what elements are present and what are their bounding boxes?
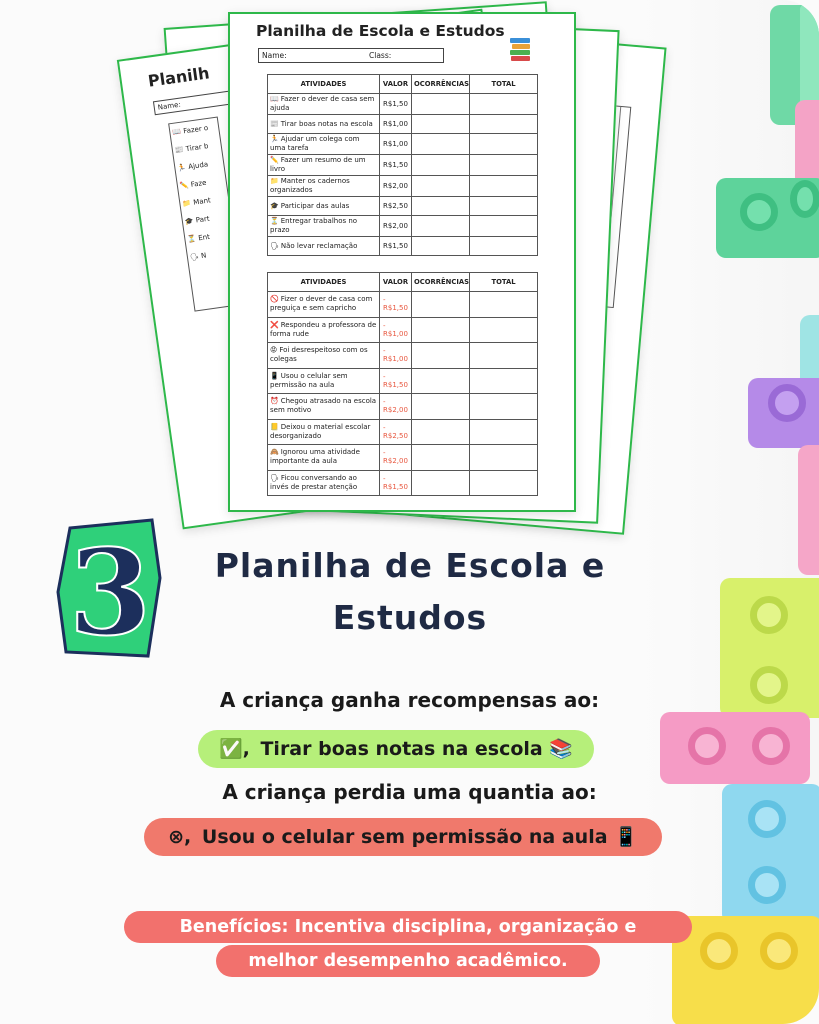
activity-icon: 🏃 bbox=[270, 135, 279, 143]
total-cell[interactable] bbox=[470, 394, 538, 420]
total-cell[interactable] bbox=[470, 368, 538, 394]
activity-cell: 📁 Manter os cadernos organizados bbox=[268, 176, 380, 197]
occurrences-cell[interactable] bbox=[412, 394, 470, 420]
total-cell[interactable] bbox=[470, 216, 538, 237]
value-cell: -R$1,50 bbox=[380, 292, 412, 318]
activity-icon: 🚫 bbox=[270, 295, 279, 304]
col-occurrences: OCORRÊNCIAS bbox=[412, 273, 470, 292]
table-row bbox=[268, 292, 538, 318]
occurrences-cell[interactable] bbox=[412, 470, 470, 496]
col-activities: ATIVIDADES bbox=[268, 273, 380, 292]
activity-cell: 📖 Fazer o dever de casa sem ajuda bbox=[268, 94, 380, 115]
activity-cell: ⏰ Chegou atrasado na escola sem motivo bbox=[268, 394, 380, 420]
cross-icon: ⊗, bbox=[168, 826, 192, 848]
page-title bbox=[190, 540, 630, 644]
table-row bbox=[268, 134, 538, 155]
activity-cell: ⏳ Entregar trabalhos no prazo bbox=[268, 216, 380, 237]
value-cell: -R$1,00 bbox=[380, 343, 412, 369]
table-row bbox=[268, 445, 538, 471]
lose-item-text: Usou o celular sem permissão na aula bbox=[201, 826, 608, 848]
page-title-line-2: Estudos bbox=[332, 598, 488, 637]
value-cell: -R$1,50 bbox=[380, 470, 412, 496]
total-cell[interactable] bbox=[470, 237, 538, 256]
activity-cell: 🏃 Ajudar um colega com uma tarefa bbox=[268, 134, 380, 155]
col-total: TOTAL bbox=[470, 75, 538, 94]
activity-cell: 📒 Deixou o material escolar desorganizado bbox=[268, 419, 380, 445]
activity-cell: 📱 Usou o celular sem permissão na aula bbox=[268, 368, 380, 394]
class-label: Class: bbox=[369, 51, 392, 60]
activity-icon: 📰 bbox=[270, 119, 279, 128]
activity-icon: 🗣 bbox=[270, 473, 279, 482]
benefits-line-2: melhor desempenho acadêmico. bbox=[216, 945, 600, 977]
occurrences-cell[interactable] bbox=[412, 445, 470, 471]
gain-item-text: Tirar boas notas na escola bbox=[260, 738, 543, 760]
col-occurrences: OCORRÊNCIAS bbox=[412, 75, 470, 94]
worksheet-main bbox=[228, 12, 576, 512]
activity-cell: 🚫 Fizer o dever de casa com preguiça e sem capricho bbox=[268, 292, 380, 318]
occurrences-cell[interactable] bbox=[412, 115, 470, 134]
table-row bbox=[268, 343, 538, 369]
activity-icon: 📖 bbox=[270, 95, 279, 103]
activity-cell: 😡 Foi desrespeitoso com os colegas bbox=[268, 343, 380, 369]
total-cell[interactable] bbox=[470, 94, 538, 115]
check-icon: ✅, bbox=[218, 738, 250, 760]
penalties-table bbox=[267, 272, 538, 496]
occurrences-cell[interactable] bbox=[412, 155, 470, 176]
activity-icon: 🎓 bbox=[270, 201, 279, 210]
activity-icon: ❌ bbox=[270, 320, 279, 329]
occurrences-cell[interactable] bbox=[412, 368, 470, 394]
activity-icon: 📁 bbox=[270, 177, 279, 185]
value-cell: -R$1,50 bbox=[380, 368, 412, 394]
sheet-title: Planilha de Escola e Estudos bbox=[256, 22, 505, 40]
occurrences-cell[interactable] bbox=[412, 419, 470, 445]
benefits-line-1: Benefícios: Incentiva disciplina, organização e bbox=[124, 911, 692, 943]
total-cell[interactable] bbox=[470, 115, 538, 134]
table-row bbox=[268, 237, 538, 256]
activity-cell: 🎓 Participar das aulas bbox=[268, 197, 380, 216]
books-icon bbox=[510, 38, 532, 62]
table-row bbox=[268, 155, 538, 176]
total-cell[interactable] bbox=[470, 155, 538, 176]
occurrences-cell[interactable] bbox=[412, 292, 470, 318]
lose-label: A criança perdia uma quantia ao: bbox=[222, 780, 597, 804]
total-cell[interactable] bbox=[470, 445, 538, 471]
value-cell: R$1,50 bbox=[380, 155, 412, 176]
total-cell[interactable] bbox=[470, 470, 538, 496]
name-label: Name: bbox=[262, 51, 287, 60]
activity-cell: 📰 Tirar boas notas na escola bbox=[268, 115, 380, 134]
occurrences-cell[interactable] bbox=[412, 94, 470, 115]
total-cell[interactable] bbox=[470, 343, 538, 369]
col-value: VALOR bbox=[380, 273, 412, 292]
value-cell: R$2,00 bbox=[380, 216, 412, 237]
value-cell: R$1,50 bbox=[380, 94, 412, 115]
occurrences-cell[interactable] bbox=[412, 237, 470, 256]
table-row bbox=[268, 394, 538, 420]
lose-item bbox=[144, 818, 662, 856]
col-total: TOTAL bbox=[470, 273, 538, 292]
rewards-table bbox=[267, 74, 538, 256]
table-row bbox=[268, 317, 538, 343]
name-class-field[interactable] bbox=[258, 48, 444, 63]
activity-icon: 📒 bbox=[270, 422, 279, 431]
page-title-line-1: Planilha de Escola e bbox=[214, 546, 606, 585]
value-cell: -R$1,00 bbox=[380, 317, 412, 343]
activity-icon: 😡 bbox=[270, 346, 278, 355]
occurrences-cell[interactable] bbox=[412, 134, 470, 155]
col-value: VALOR bbox=[380, 75, 412, 94]
table-row bbox=[268, 94, 538, 115]
activity-icon: 🙈 bbox=[270, 448, 279, 457]
value-cell: R$1,50 bbox=[380, 237, 412, 256]
gain-item bbox=[198, 730, 594, 768]
penalties-table-header bbox=[268, 273, 538, 292]
col-activities: ATIVIDADES bbox=[268, 75, 380, 94]
table-row bbox=[268, 419, 538, 445]
number-badge bbox=[56, 518, 164, 660]
activity-cell: ✏️ Fazer um resumo de um livro bbox=[268, 155, 380, 176]
badge-number: 3 bbox=[68, 523, 152, 660]
table-row bbox=[268, 176, 538, 197]
activity-cell: 🗣 Não levar reclamação bbox=[268, 237, 380, 256]
activity-icon: ⏳ bbox=[270, 217, 279, 225]
value-cell: R$2,00 bbox=[380, 176, 412, 197]
value-cell: R$1,00 bbox=[380, 115, 412, 134]
table-row bbox=[268, 470, 538, 496]
activity-icon: 📱 bbox=[270, 371, 279, 380]
total-cell[interactable] bbox=[470, 197, 538, 216]
back-table: 📖 Fazer o 📰 Tirar b 🏃 Ajuda ✏️ Faze 📁 Mant 🎓 Part ⏳ Ent 🗣 N bbox=[168, 116, 244, 311]
value-cell: -R$2,50 bbox=[380, 419, 412, 445]
activity-cell: ❌ Respondeu a professora de forma rude bbox=[268, 317, 380, 343]
table-row bbox=[268, 115, 538, 134]
activity-icon: ✏️ bbox=[270, 156, 279, 164]
phone-icon: 📱 bbox=[614, 826, 638, 848]
value-cell: -R$2,00 bbox=[380, 394, 412, 420]
occurrences-cell[interactable] bbox=[412, 317, 470, 343]
value-cell: -R$2,00 bbox=[380, 445, 412, 471]
number-badge-shape bbox=[56, 518, 164, 660]
rewards-table-header bbox=[268, 75, 538, 94]
occurrences-cell[interactable] bbox=[412, 343, 470, 369]
back-sheet-title: Planilh bbox=[146, 63, 211, 91]
total-cell[interactable] bbox=[470, 176, 538, 197]
total-cell[interactable] bbox=[470, 419, 538, 445]
activity-icon: ⏰ bbox=[270, 397, 279, 406]
table-row bbox=[268, 368, 538, 394]
table-row bbox=[268, 216, 538, 237]
total-cell[interactable] bbox=[470, 292, 538, 318]
activity-cell: 🙈 Ignorou uma atividade importante da aula bbox=[268, 445, 380, 471]
activity-cell: 🗣 Ficou conversando ao invés de prestar atenção bbox=[268, 470, 380, 496]
occurrences-cell[interactable] bbox=[412, 216, 470, 237]
occurrences-cell[interactable] bbox=[412, 176, 470, 197]
total-cell[interactable] bbox=[470, 317, 538, 343]
occurrences-cell[interactable] bbox=[412, 197, 470, 216]
books-icon: 📚 bbox=[549, 738, 574, 760]
value-cell: R$2,50 bbox=[380, 197, 412, 216]
activity-icon: 🗣 bbox=[270, 241, 279, 250]
total-cell[interactable] bbox=[470, 134, 538, 155]
table-row bbox=[268, 197, 538, 216]
value-cell: R$1,00 bbox=[380, 134, 412, 155]
gain-label: A criança ganha recompensas ao: bbox=[219, 688, 600, 712]
back-name-field: Name: bbox=[153, 85, 274, 116]
